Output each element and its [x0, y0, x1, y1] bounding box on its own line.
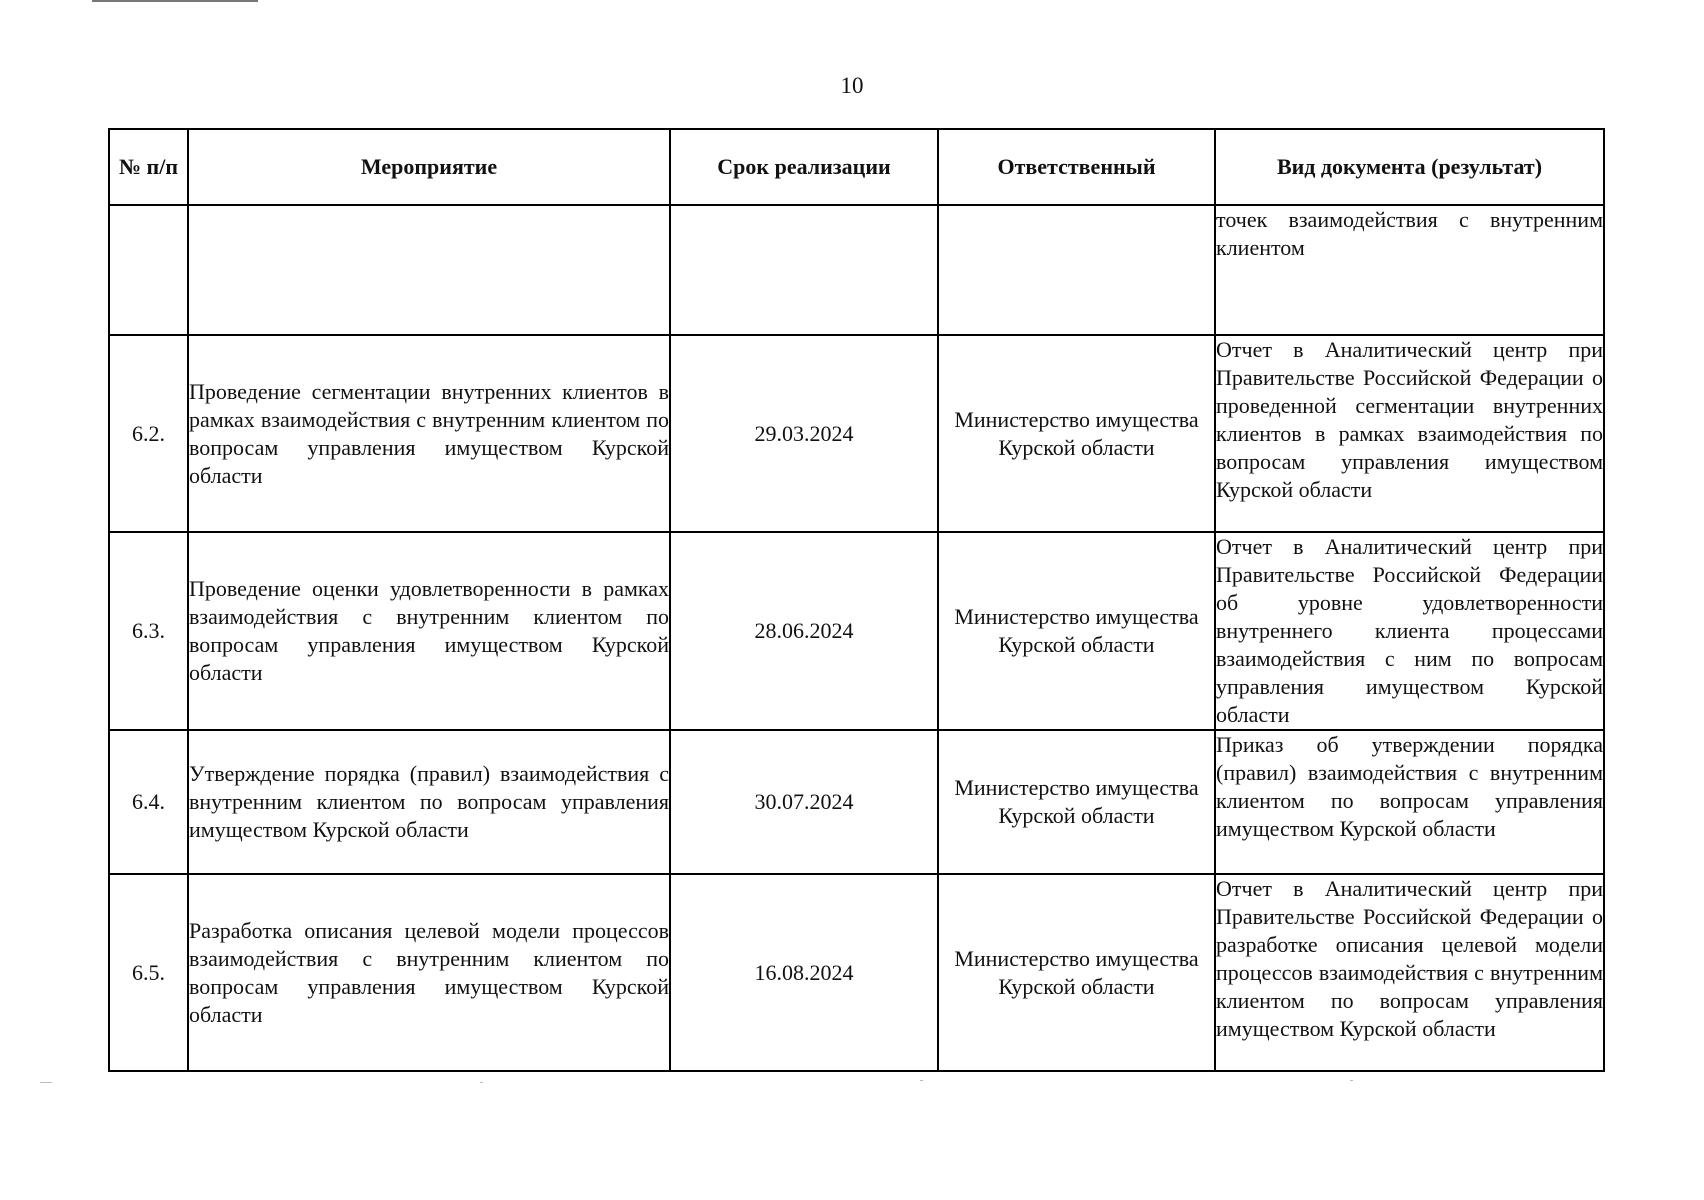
- action-plan-table: [108, 128, 1605, 1072]
- table-row: [109, 205, 1604, 335]
- row-result: точек взаимодействия с внутренним клиентом: [1215, 205, 1604, 335]
- row-event: Утверждение порядка (правил) взаимодействия с внутренним клиентом по вопросам управления имуществом Курской области: [188, 730, 670, 874]
- row-num: 6.4.: [109, 730, 188, 874]
- row-result: Отчет в Аналитический центр при Правительстве Российской Федерации о проведенной сегментации внутренних клиентов в рамках взаимодействия по вопросам управления имуществом Курской области: [1215, 335, 1604, 532]
- row-result: Приказ об утверждении порядка (правил) взаимодействия с внутренним клиентом по вопросам управления имуществом Курской области: [1215, 730, 1604, 874]
- row-responsible: Министерство имущества Курской области: [938, 874, 1215, 1071]
- row-num: 6.2.: [109, 335, 188, 532]
- scan-artifact: [480, 1082, 483, 1083]
- row-event: Разработка описания целевой модели процессов взаимодействия с внутренним клиентом по вопросам управления имуществом Курской области: [188, 874, 670, 1071]
- row-deadline: 30.07.2024: [670, 730, 938, 874]
- scan-artifact: [40, 1082, 52, 1083]
- header-event: Мероприятие: [188, 129, 670, 205]
- row-responsible: Министерство имущества Курской области: [938, 532, 1215, 730]
- row-deadline: [670, 205, 938, 335]
- header-result: Вид документа (результат): [1215, 129, 1604, 205]
- row-event: Проведение оценки удовлетворенности в рамках взаимодействия с внутренним клиентом по вопросам управления имуществом Курской области: [188, 532, 670, 730]
- table-row: [109, 532, 1604, 730]
- top-rule: [92, 0, 258, 2]
- table-header-row: [109, 129, 1604, 205]
- row-num: 6.3.: [109, 532, 188, 730]
- row-num: [109, 205, 188, 335]
- page-number: 10: [840, 73, 864, 98]
- row-responsible: [938, 205, 1215, 335]
- row-responsible: Министерство имущества Курской области: [938, 335, 1215, 532]
- table-row: [109, 335, 1604, 532]
- header-num: № п/п: [109, 129, 188, 205]
- header-responsible: Ответственный: [938, 129, 1215, 205]
- table-row: [109, 730, 1604, 874]
- row-deadline: 28.06.2024: [670, 532, 938, 730]
- row-result: Отчет в Аналитический центр при Правительстве Российской Федерации о разработке описания целевой модели процессов взаимодействия с внутренним клиентом по вопросам управления имуществом Курской области: [1215, 874, 1604, 1071]
- header-deadline: Срок реализации: [670, 129, 938, 205]
- scan-artifact: [1350, 1080, 1353, 1081]
- row-event: Проведение сегментации внутренних клиентов в рамках взаимодействия с внутренним клиентом по вопросам управления имуществом Курской области: [188, 335, 670, 532]
- row-deadline: 29.03.2024: [670, 335, 938, 532]
- row-result: Отчет в Аналитический центр при Правительстве Российской Федерации об уровне удовлетворенности внутреннего клиента процессами взаимодействия с ним по вопросам управления имуществом Курской области: [1215, 532, 1604, 730]
- row-num: 6.5.: [109, 874, 188, 1071]
- scan-artifact: [920, 1080, 923, 1081]
- row-deadline: 16.08.2024: [670, 874, 938, 1071]
- table-row: [109, 874, 1604, 1071]
- row-responsible: Министерство имущества Курской области: [938, 730, 1215, 874]
- row-event: [188, 205, 670, 335]
